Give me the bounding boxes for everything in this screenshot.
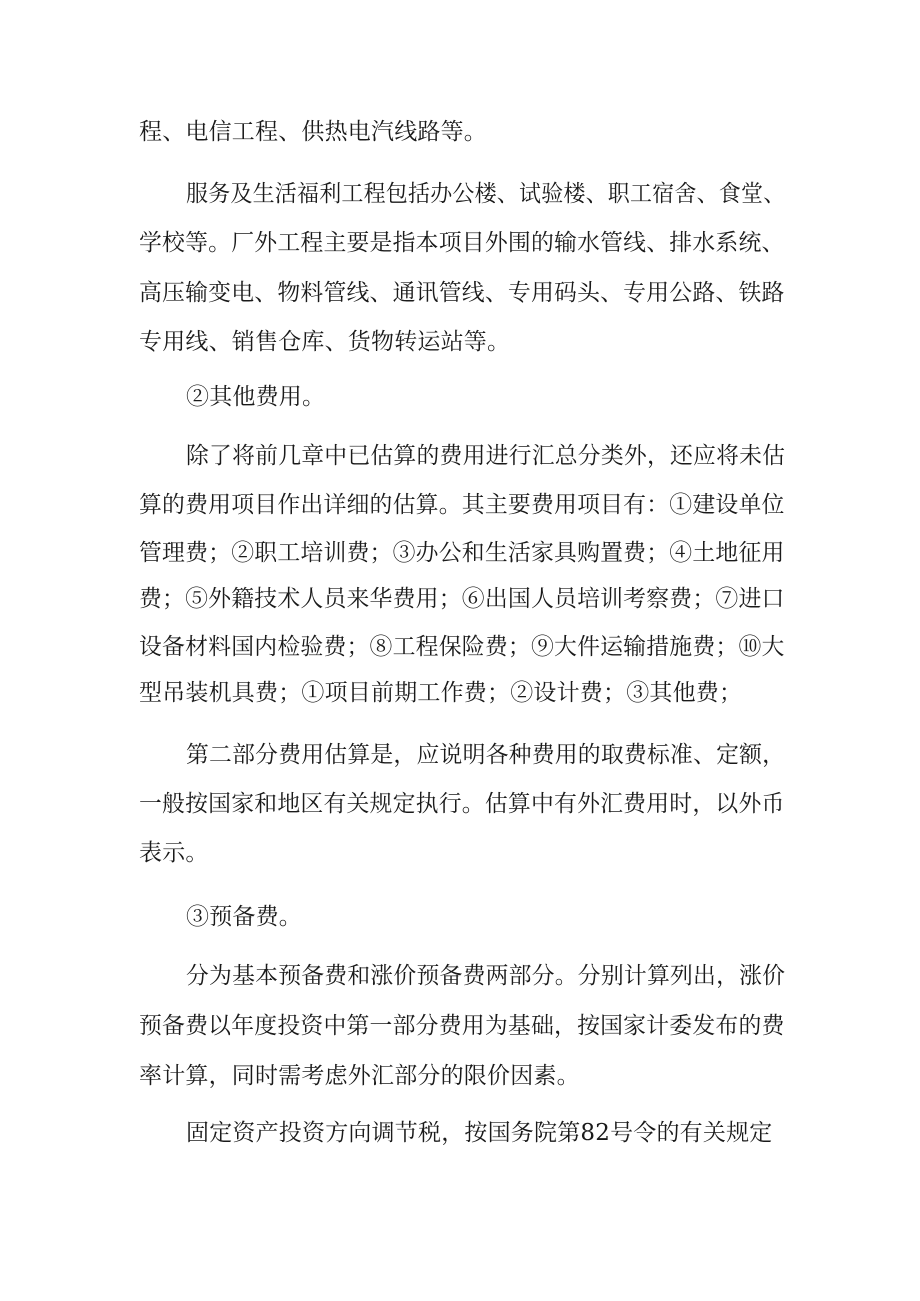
section-heading: ③预备费。 [186,904,302,930]
section-heading: ②其他费用。 [186,384,326,410]
text-line: 率计算，同时需考虑外汇部分的限价因素。 [139,1063,580,1089]
text-line: 费；⑤外籍技术人员来华费用；⑥出国人员培训考察费；⑦进口 [139,586,785,612]
text-line: 学校等。厂外工程主要是指本项目外围的输水管线、排水系统、 [139,230,785,256]
text-line: 高压输变电、物料管线、通讯管线、专用码头、专用公路、铁路 [139,280,785,306]
paragraph-first-line: 第二部分费用估算是，应说明各种费用的取费标准、定额， [186,742,786,768]
paragraph-first-line: 除了将前几章中已估算的费用进行汇总分类外，还应将未估 [186,443,786,469]
text-line: 算的费用项目作出详细的估算。其主要费用项目有：①建设单位 [139,492,785,518]
paragraph-first-line: 服务及生活福利工程包括办公楼、试验楼、职工宿舍、食堂、 [186,181,786,207]
text-line: 一般按国家和地区有关规定执行。估算中有外汇费用时，以外币 [139,791,785,817]
text-line: 预备费以年度投资中第一部分费用为基础，按国家计委发布的费 [139,1013,785,1039]
paragraph-first-line: 固定资产投资方向调节税，按国务院第82号令的有关规定 [186,1120,773,1146]
text-line: 管理费；②职工培训费；③办公和生活家具购置费；④土地征用 [139,540,785,566]
paragraph-first-line: 分为基本预备费和涨价预备费两部分。分别计算列出，涨价 [186,963,786,989]
text-line: 程、电信工程、供热电汽线路等。 [139,119,487,145]
text-line: 专用线、销售仓库、货物转运站等。 [139,329,511,355]
text-line: 表示。 [139,840,209,866]
text-line: 型吊装机具费；①项目前期工作费；②设计费；③其他费； [139,680,743,706]
text-line: 设备材料国内检验费；⑧工程保险费；⑨大件运输措施费；⑩大 [139,634,785,660]
